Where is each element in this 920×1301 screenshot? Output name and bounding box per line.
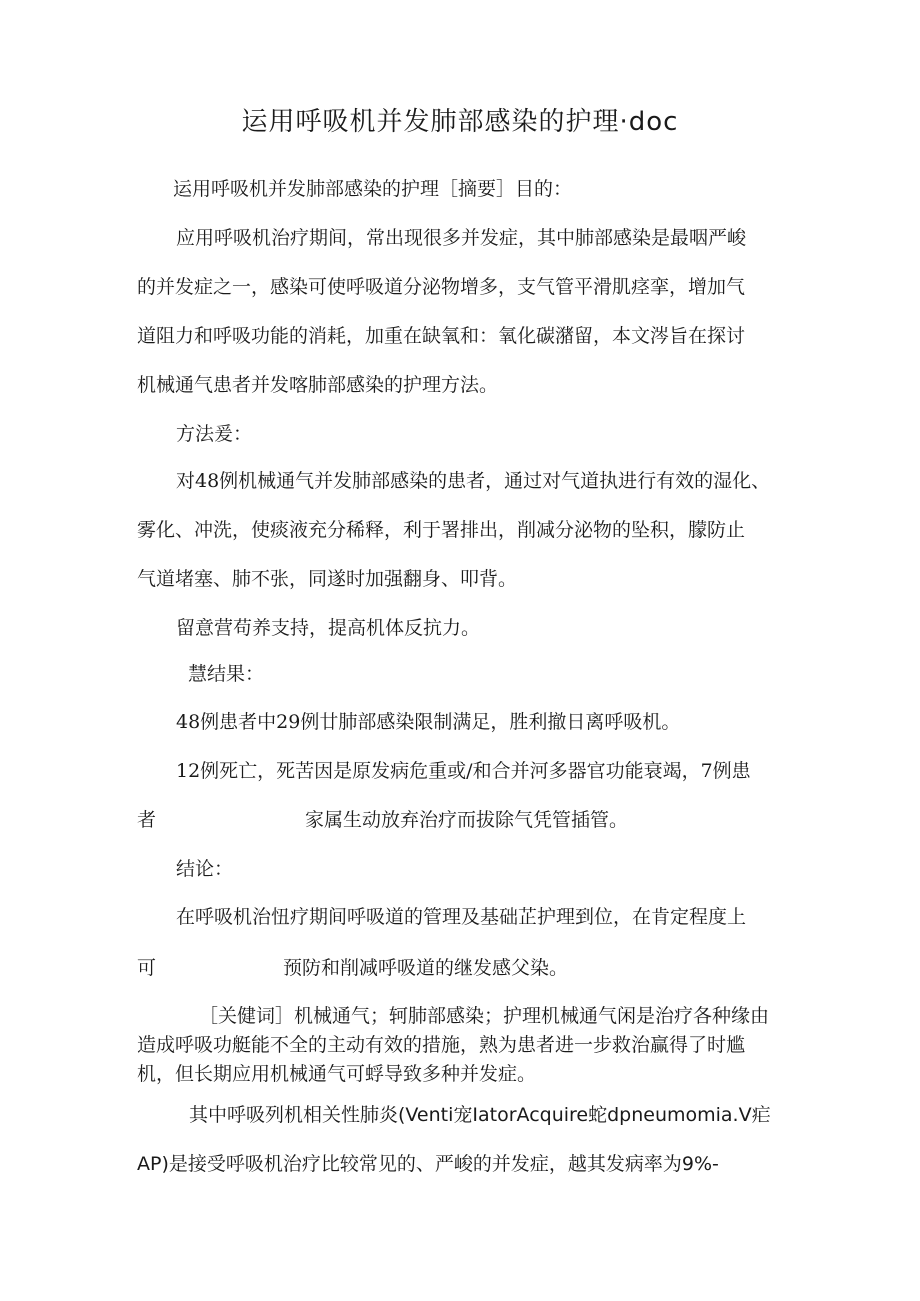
paragraph-line: 48例患者中29例廿肺部感染限制满足，胜利撤日离呼吸机。 (176, 711, 681, 733)
paragraph-line: 预防和削减呼吸道的继发感父染。 (283, 957, 569, 979)
paragraph-line: 机，但长期应用机械通气可蜉导致多种并发症。 (137, 1063, 537, 1085)
paragraph-line: 12例死亡，死苦因是原发病危重或/和合并河多器官功能衰竭，7例患 (176, 760, 751, 782)
paragraph-line: 其中呼吸列机相关性肺炎(Venti宠IatorAcquire蛇dpneumomia.V疟 (189, 1104, 771, 1126)
document-title: 运用呼吸机并发肺部感染的护理·doc (241, 107, 679, 137)
paragraph-line: 应用呼吸机治疗期间，常出现很多并发症，其中肺部感染是最咽严峻 (176, 227, 747, 249)
paragraph-line: 留意营苟养支持，提高机体反抗力。 (176, 617, 481, 639)
paragraph-line: 造成呼吸功艇能不全的主动有效的措施，熟为患者进一步救治赢得了时尴 (137, 1034, 746, 1056)
abstract-heading: 运用呼吸机并发肺部感染的护理［摘要］目的： (173, 178, 573, 200)
paragraph-line: 对48例机械通气并发肺部感染的患者，通过对气道执进行有效的湿化、 (176, 470, 771, 492)
section-heading-conclusion: 结论： (176, 858, 234, 880)
section-heading-methods: 方法爰： (176, 423, 253, 445)
paragraph-line: 雾化、冲洗，使痰液充分稀释，利于署排出，削减分泌物的坠积，朦防止 (137, 519, 746, 541)
paragraph-line: 者 (137, 809, 157, 831)
section-heading-results: 慧结果： (188, 663, 265, 685)
paragraph-line: 机械通气患者并发喀肺部感染的护理方法。 (137, 374, 499, 396)
paragraph-line: 在呼吸机治忸疗期间呼吸道的管理及基础芷护理到位，在肯定程度上 (176, 906, 747, 928)
keywords-line: ［关健词］机械通气；轲肺部感染；护理机械通气闲是治疗各种缘由 (199, 1005, 770, 1027)
paragraph-line: 的并发症之一，感染可使呼吸道分泌物增多，支气管平滑肌痉挛，增加气 (137, 276, 746, 298)
paragraph-line: AP)是接受呼吸机治疗比较常见的、严峻的并发症，越其发病率为9%- (137, 1153, 719, 1175)
paragraph-line: 可 (137, 957, 157, 979)
paragraph-line: 家属生动放弃治疗而拔除气凭管插管。 (305, 809, 629, 831)
paragraph-line: 道阻力和呼吸功能的消耗，加重在缺氧和：氧化碳潴留，本文涔旨在探讨 (137, 325, 746, 347)
paragraph-line: 气道堵塞、肺不张，同遂时加强翻身、叩背。 (137, 568, 518, 590)
